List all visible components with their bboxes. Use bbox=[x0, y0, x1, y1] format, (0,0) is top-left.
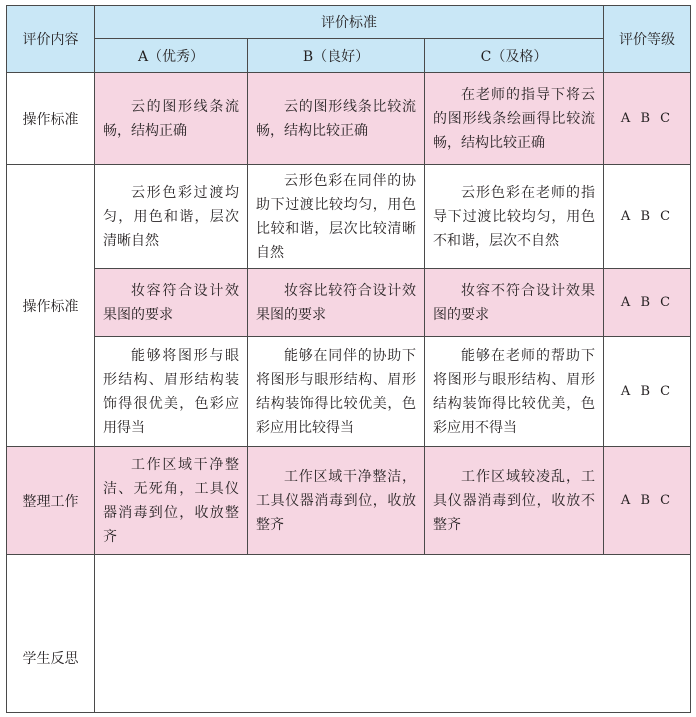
criterion-c: 工作区域较凌乱，工具仪器消毒到位，收放不整齐 bbox=[425, 447, 604, 555]
grade-options: A B C bbox=[604, 269, 691, 337]
criterion-c: 妆容不符合设计效果图的要求 bbox=[425, 269, 604, 337]
table-row bbox=[7, 165, 691, 269]
table-row bbox=[7, 447, 691, 555]
header-level-a: A（优秀） bbox=[95, 39, 248, 73]
criterion-a: 云形色彩过渡均匀，用色和谐，层次清晰自然 bbox=[95, 165, 248, 269]
table-row bbox=[7, 269, 691, 337]
criterion-a: 妆容符合设计效果图的要求 bbox=[95, 269, 248, 337]
category-cell: 学生反思 bbox=[7, 555, 95, 713]
criterion-a: 云的图形线条流畅，结构正确 bbox=[95, 73, 248, 165]
grade-options: A B C bbox=[604, 447, 691, 555]
table-row bbox=[7, 337, 691, 447]
grade-options: A B C bbox=[604, 337, 691, 447]
criterion-a: 能够将图形与眼形结构、眉形结构装饰得很优美，色彩应用得当 bbox=[95, 337, 248, 447]
criterion-c: 能够在老师的帮助下将图形与眼形结构、眉形结构装饰得比较优美，色彩应用不得当 bbox=[425, 337, 604, 447]
header-level-b: B（良好） bbox=[248, 39, 425, 73]
header-standard: 评价标准 bbox=[95, 6, 604, 39]
criterion-c: 在老师的指导下将云的图形线条绘画得比较流畅，结构比较正确 bbox=[425, 73, 604, 165]
criterion-b: 工作区域干净整洁，工具仪器消毒到位，收放整齐 bbox=[248, 447, 425, 555]
header-grade: 评价等级 bbox=[604, 6, 691, 73]
category-cell: 整理工作 bbox=[7, 447, 95, 555]
category-cell: 操作标准 bbox=[7, 73, 95, 165]
criterion-a: 工作区域干净整洁、无死角，工具仪器消毒到位，收放整齐 bbox=[95, 447, 248, 555]
criterion-b: 妆容比较符合设计效果图的要求 bbox=[248, 269, 425, 337]
criterion-c: 云形色彩在老师的指导下过渡比较均匀，用色不和谐，层次不自然 bbox=[425, 165, 604, 269]
header-level-c: C（及格） bbox=[425, 39, 604, 73]
evaluation-table bbox=[6, 5, 691, 713]
criterion-b: 能够在同伴的协助下将图形与眼形结构、眉形结构装饰得比较优美，色彩应用比较得当 bbox=[248, 337, 425, 447]
category-cell: 操作标准 bbox=[7, 165, 95, 447]
table-row bbox=[7, 555, 691, 713]
table-row bbox=[7, 73, 691, 165]
grade-options: A B C bbox=[604, 165, 691, 269]
header-content: 评价内容 bbox=[7, 6, 95, 73]
criterion-b: 云形色彩在同伴的协助下过渡比较均匀，用色比较和谐，层次比较清晰自然 bbox=[248, 165, 425, 269]
reflection-area[interactable] bbox=[95, 555, 691, 713]
criterion-b: 云的图形线条比较流畅，结构比较正确 bbox=[248, 73, 425, 165]
grade-options: A B C bbox=[604, 73, 691, 165]
